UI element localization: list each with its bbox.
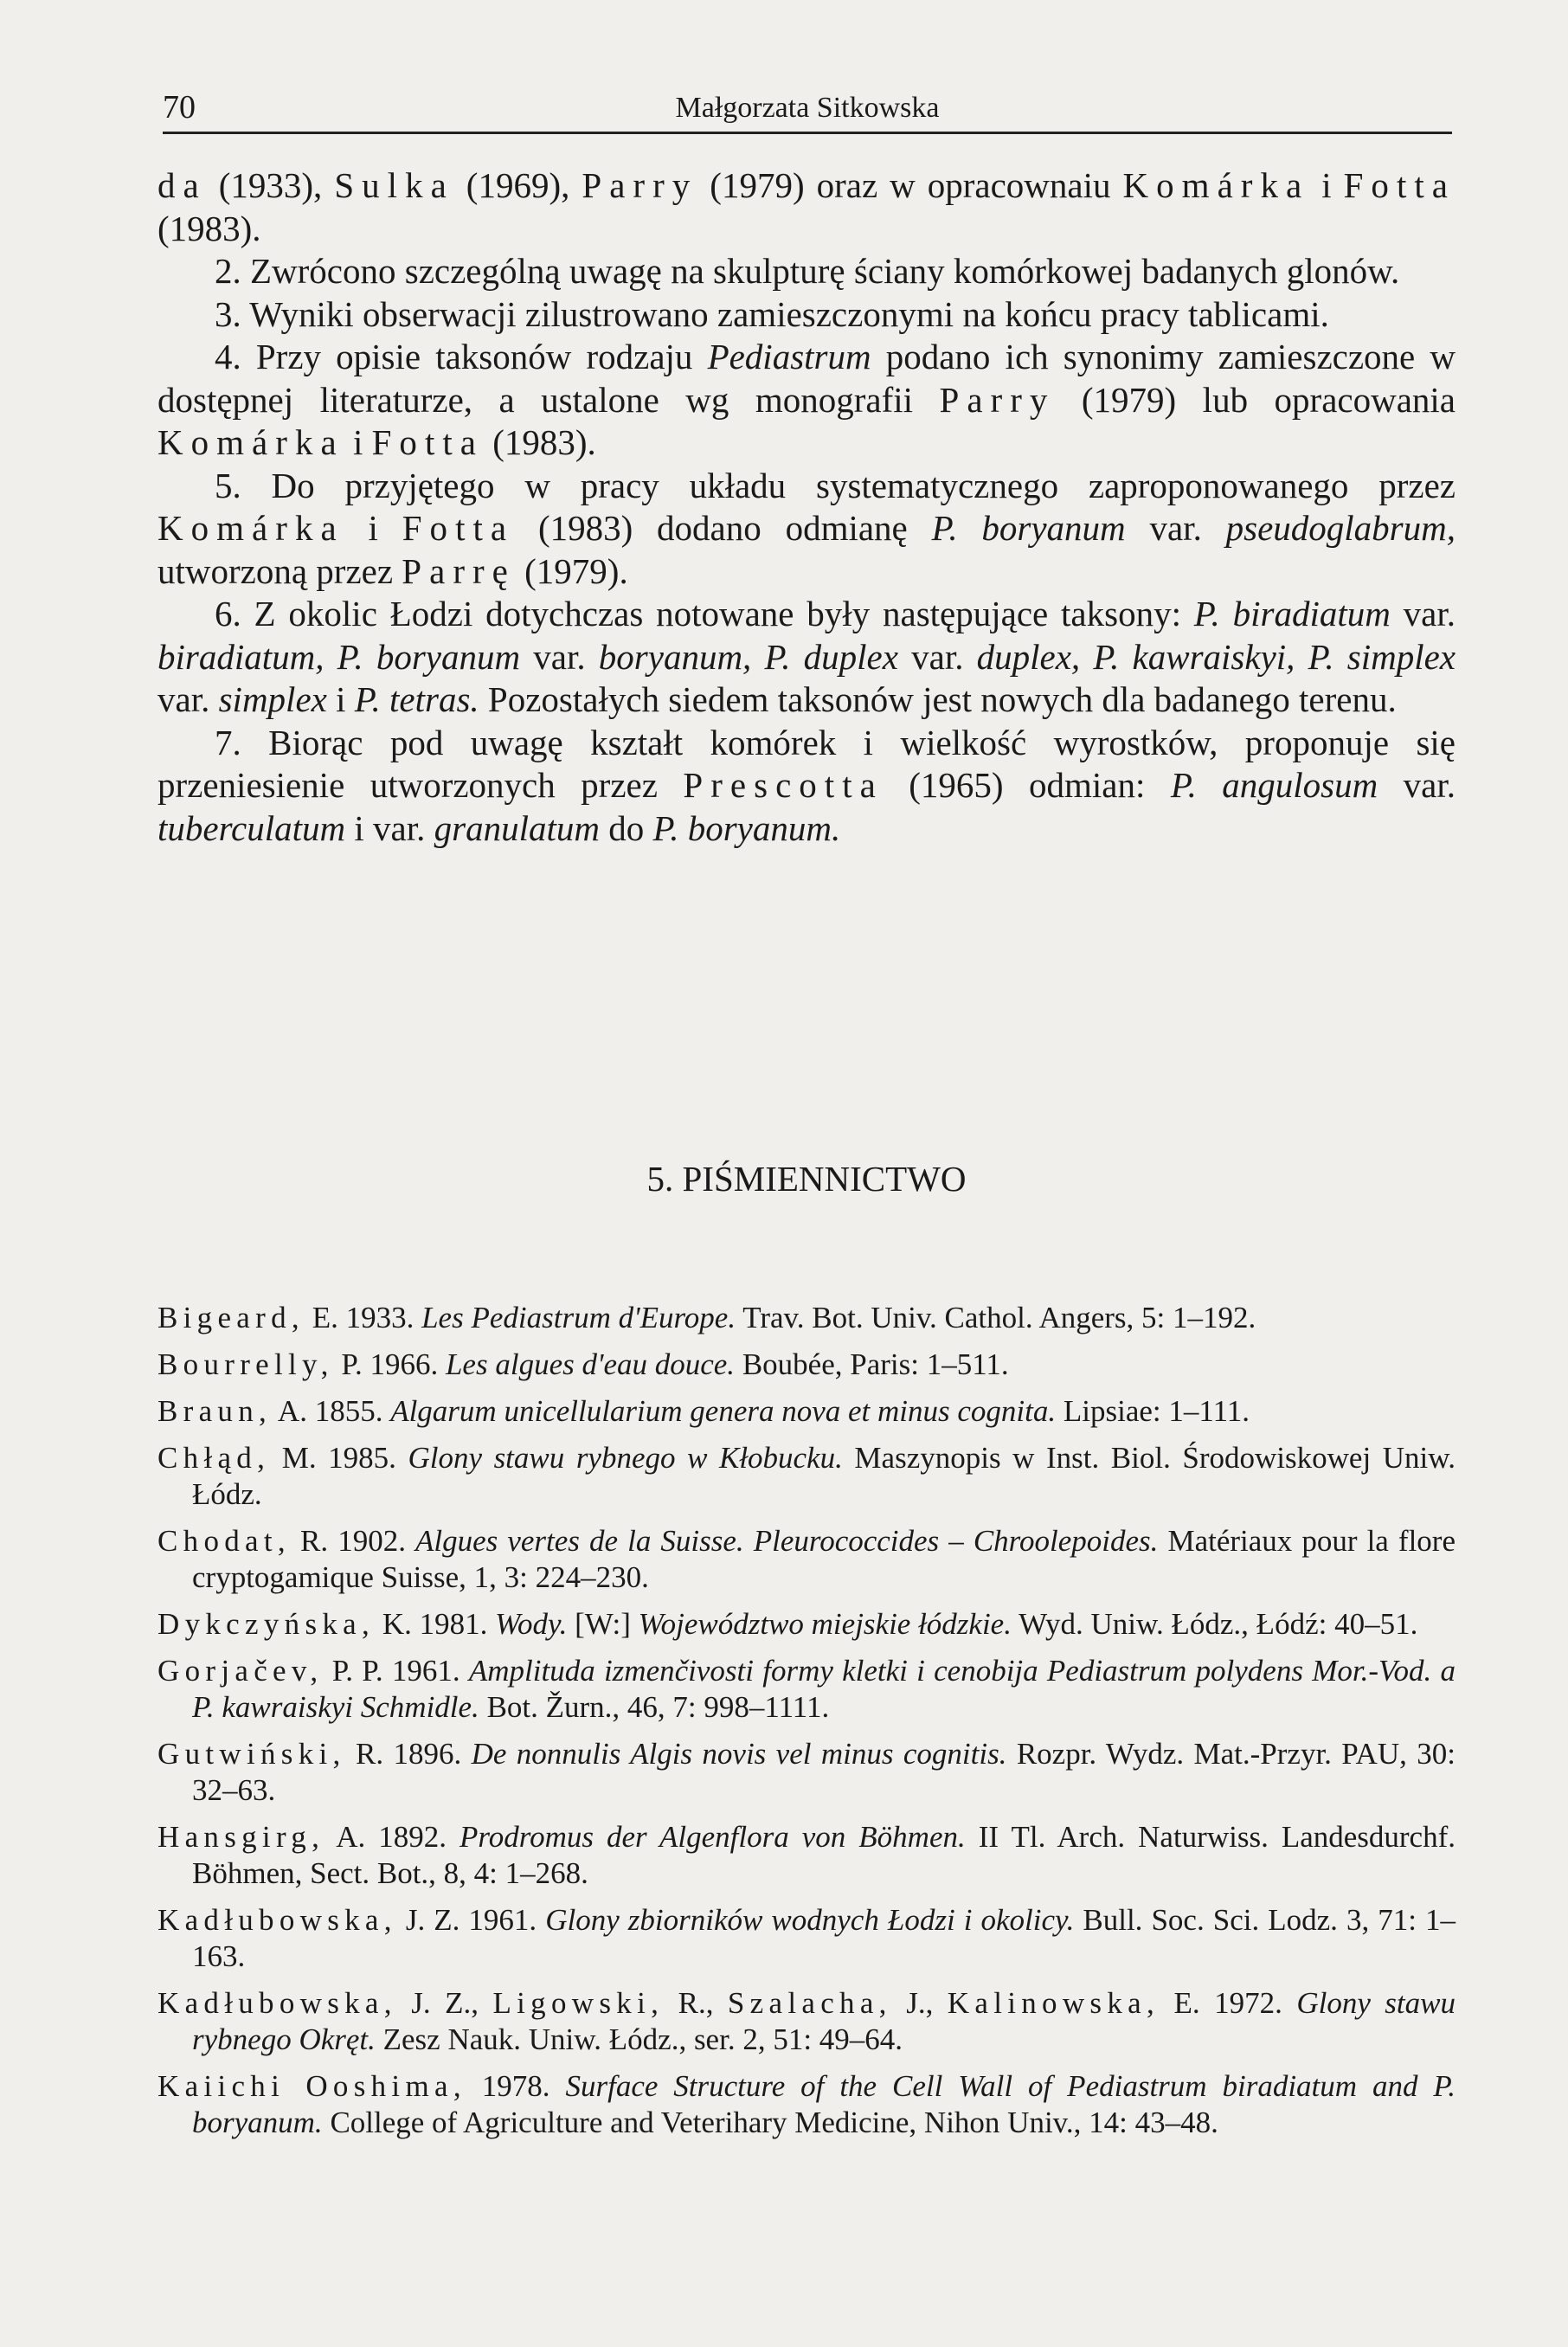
author-name: Bourrelly, [157, 1347, 334, 1381]
text-run: Bull. Soc. Sci. Lodz. 3, 71: 1–163. [192, 1903, 1456, 1973]
reference-entry [157, 1819, 1456, 1892]
text-run: 1978. [466, 2069, 566, 2103]
italic-text: tuberculatum [157, 807, 346, 848]
author-name: Sulka [334, 165, 454, 205]
author-name: Kaiichi Ooshima, [157, 2069, 466, 2103]
text-run: Wyd. Uniw. Łódz., Łódź: 40–51. [1011, 1607, 1418, 1641]
text-run: P. 1966. [333, 1347, 446, 1381]
text-run: Bot. Žurn., 46, 7: 998–1111. [479, 1690, 830, 1724]
text-run: Boubée, Paris: 1–511. [735, 1347, 1009, 1381]
italic-text: boryanum, P. duplex [598, 636, 898, 677]
author-name: Chłąd, [157, 1441, 271, 1475]
section-title: 5. PIŚMIENNICTWO [646, 1159, 967, 1199]
author-name: Gutwiński, [157, 1737, 346, 1771]
text-run: (1933), [206, 165, 335, 205]
text-run: A. 1892. [325, 1820, 460, 1854]
running-head: Małgorzata Sitkowska [675, 92, 940, 124]
italic-text: De nonnulis Algis novis vel minus cognitis. [471, 1737, 1007, 1771]
author-name: Fotta [1343, 165, 1456, 205]
text-run: J. Z. 1961. [396, 1903, 546, 1937]
reference-entry [157, 1440, 1456, 1513]
paragraph-p6 [157, 593, 1456, 722]
text-run: (1969), [453, 165, 582, 205]
body-text [157, 164, 1456, 850]
text-run: II Tl. Arch. Naturwiss. Landesdurchf. Böhmen, Sect. Bot., 8, 4: 1–268. [192, 1820, 1456, 1890]
italic-text: Glony stawu rybnego Okręt. [192, 1986, 1456, 2056]
text-run: Zesz Nauk. Uniw. Łódz., ser. 2, 51: 49–64. [375, 2022, 903, 2056]
text-run: J. Z., [396, 1986, 493, 2020]
text-run: Trav. Bot. Univ. Cathol. Angers, 5: 1–192. [736, 1301, 1256, 1334]
text-run: podano ich synonimy zamieszczone w dostępnej literaturze, a ustalone wg monografii [157, 337, 1456, 420]
text-run: M. 1985. [270, 1441, 408, 1475]
text-run: var. [1390, 594, 1456, 633]
text-run: [W:] [567, 1607, 639, 1641]
italic-text: Surface Structure of the Cell Wall of Pediastrum biradiatum and P. boryanum. [192, 2069, 1456, 2139]
author-name: Bigeard, [157, 1301, 305, 1334]
reference-entry [157, 1985, 1456, 2058]
paragraph-p4 [157, 336, 1456, 465]
text-run: var. [1378, 765, 1456, 805]
paragraph-p0 [157, 164, 1456, 250]
text-run: var. [520, 636, 599, 677]
reference-entry [157, 2068, 1456, 2141]
text-run: do [599, 807, 653, 848]
text-run: Matériaux pour la flore cryptogamique Suisse, 1, 3: 224–230. [192, 1524, 1456, 1594]
text-run: Lipsiae: 1–111. [1056, 1394, 1250, 1428]
page-number: 70 [163, 89, 196, 125]
text-run: 6. Z okolic Łodzi dotychczas notowane były następujące taksony: [215, 594, 1194, 633]
text-run: A. 1855. [272, 1394, 391, 1428]
author-name: Fotta [402, 508, 515, 548]
italic-text: P. biradiatum [1193, 594, 1391, 633]
text-run: utworzoną przez [157, 550, 402, 591]
text-run: R., [664, 1986, 728, 2020]
text-run: R. 1902. [290, 1524, 416, 1558]
text-run: R. 1896. [345, 1737, 472, 1771]
italic-text: Glony stawu rybnego w Kłobucku. [408, 1441, 843, 1475]
author-name: Kalinowska, [947, 1986, 1160, 2020]
author-name: Komárka [1122, 165, 1310, 205]
author-name: Parry [582, 165, 698, 205]
text-run: i [326, 679, 355, 719]
italic-text: P. tetras. [354, 679, 479, 719]
text-run: i [1309, 165, 1344, 205]
author-name: Komárka [157, 422, 344, 462]
text-run: 7. Biorąc pod uwagę kształt komórek i wielkość wyrostków, proponuje się przeniesienie utworzonych przez [157, 722, 1456, 805]
author-name: Fotta [371, 422, 484, 462]
italic-text: Algues vertes de la Suisse. Pleurococcides – Chroolepoides. [415, 1524, 1159, 1558]
text-run: College of Agriculture and Veterihary Medicine, Nihon Univ., 14: 43–48. [322, 2106, 1218, 2139]
text-run: 3. Wyniki obserwacji zilustrowano zamieszczonymi na końcu pracy tablicami. [215, 293, 1329, 334]
italic-text: duplex, P. kawraiskyi, P. simplex [976, 636, 1456, 677]
italic-text: Amplituda izmenčivosti formy kletki i cenobija Pediastrum polydens Mor.-Vod. a P. kawraiskyi Schmidle. [192, 1654, 1456, 1724]
reference-entry [157, 1653, 1456, 1726]
author-name: da [157, 165, 207, 205]
text-run: (1983). [484, 422, 596, 462]
text-run: 2. Zwrócono szczególną uwagę na skulpturę ściany komórkowej badanych glonów. [215, 251, 1400, 291]
italic-text: Prodromus der Algenflora von Böhmen. [459, 1820, 966, 1854]
text-run: Pozostałych siedem taksonów jest nowych dla badanego terenu. [479, 679, 1397, 719]
reference-entry [157, 1300, 1456, 1336]
italic-text: pseudoglabrum, [1225, 508, 1456, 548]
text-run: P. P. 1961. [323, 1654, 469, 1688]
italic-text: Pediastrum [707, 337, 871, 376]
text-run: E. 1933. [304, 1301, 422, 1334]
italic-text: P. angulosum [1170, 765, 1378, 805]
author-name: Szalacha, [727, 1986, 892, 2020]
author-name: Komárka [157, 508, 344, 548]
text-run: (1965) odmian: [883, 765, 1171, 805]
reference-entry [157, 1393, 1456, 1430]
references-list [157, 1300, 1456, 2151]
paragraph-p5 [157, 465, 1456, 594]
text-run: (1979). [515, 550, 628, 591]
italic-text: Les algues d'eau douce. [445, 1347, 736, 1381]
italic-text: granulatum [434, 807, 600, 848]
author-name: Hansgirg, [157, 1820, 325, 1854]
author-name: Dykczyńska, [157, 1607, 376, 1641]
text-run: var. [897, 636, 977, 677]
paragraph-p7 [157, 722, 1456, 851]
reference-entry [157, 1902, 1456, 1975]
author-name: Prescotta [683, 765, 884, 805]
text-run: (1983). [157, 208, 261, 248]
text-run: Maszynopis w Inst. Biol. Środowiskowej Uniw. Łódz. [192, 1441, 1456, 1511]
text-run: 4. Przy opisie taksonów rodzaju [215, 337, 708, 376]
author-name: Kadłubowska, [157, 1986, 397, 2020]
italic-text: P. boryanum. [652, 807, 841, 848]
text-run: (1979) oraz w opracownaiu [697, 165, 1123, 205]
text-run: 5. Do przyjętego w pracy układu systematycznego zaproponowanego przez [215, 465, 1456, 505]
italic-text: simplex [218, 679, 327, 719]
italic-text: Wody. [495, 1607, 568, 1641]
text-run: E. 1972. [1160, 1986, 1297, 2020]
author-name: Parry [939, 379, 1056, 420]
author-name: Kadłubowska, [157, 1903, 397, 1937]
page-header [163, 83, 1452, 134]
text-run: (1983) dodano odmianę [514, 508, 932, 548]
reference-entry [157, 1347, 1456, 1383]
italic-text: Województwo miejskie łódzkie. [638, 1607, 1012, 1641]
text-run: i var. [345, 807, 434, 848]
reference-entry [157, 1523, 1456, 1596]
text-run: i [344, 508, 402, 548]
text-run: K. 1981. [375, 1607, 496, 1641]
reference-entry [157, 1736, 1456, 1809]
author-name: Gorjačev, [157, 1654, 324, 1688]
italic-text: Algarum unicellularium genera nova et minus cognita. [390, 1394, 1057, 1428]
author-name: Ligowski, [492, 1986, 665, 2020]
author-name: Braun, [157, 1394, 273, 1428]
text-run: var. [157, 679, 219, 719]
text-run: Rozpr. Wydz. Mat.-Przyr. PAU, 30: 32–63. [192, 1737, 1456, 1807]
italic-text: Les Pediastrum d'Europe. [421, 1301, 736, 1334]
italic-text: Glony zbiorników wodnych Łodzi i okolicy. [545, 1903, 1075, 1937]
italic-text: biradiatum, P. boryanum [157, 636, 521, 677]
paragraph-p3 [157, 293, 1456, 337]
text-run: J., [891, 1986, 948, 2020]
reference-entry [157, 1606, 1456, 1643]
text-run: var. [1125, 508, 1226, 548]
paragraph-p2 [157, 250, 1456, 293]
italic-text: P. boryanum [931, 508, 1126, 548]
author-name: Parrę [402, 550, 516, 591]
text-run: i [344, 422, 372, 462]
author-name: Chodat, [157, 1524, 291, 1558]
text-run: (1979) lub opracowania [1055, 379, 1456, 420]
